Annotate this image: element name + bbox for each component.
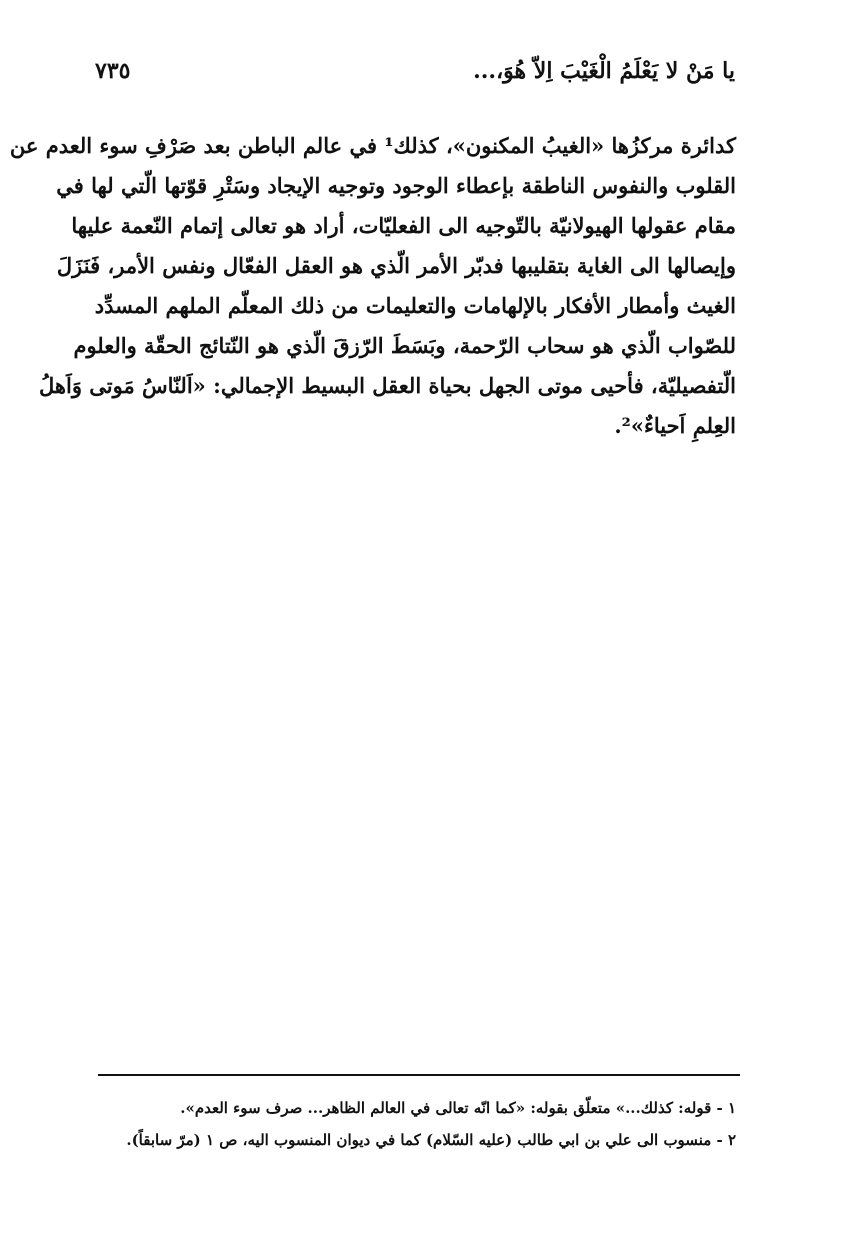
body-text <box>9 126 736 446</box>
running-title: يا مَنْ لا يَعْلَمُ الْغَيْبَ اِلاّ هُوَ،... <box>473 58 735 84</box>
body-line-6: للصّواب الّذي هو سحاب الرّحمة، وبَسَطَ الرّزقَ الّذي هو النّتائج الحقّة والعلوم <box>73 333 736 358</box>
body-line-4: وإيصالها الى الغاية بتقليبها فدبّر الأمر الّذي هو العقل الفعّال ونفس الأمر، فَنَزَلَ <box>56 253 736 278</box>
page-header <box>95 58 735 98</box>
body-line-2: القلوب والنفوس الناطقة بإعطاء الوجود وتوجيه الإيجاد وسَتْرِ قوّتها الّتي لها في <box>56 173 736 198</box>
body-line-8: العِلمِ اَحياءٌ»². <box>614 413 736 438</box>
footnote-1: ١ - قوله: كذلك...» متعلّق بقوله: «كما انّه تعالى في العالم الظاهر... صرف سوء العدم». <box>180 1099 736 1117</box>
body-line-1: كدائرة مركزُها «الغيبُ المكنون»، كذلك¹ في عالم الباطن بعد صَرْفِ سوء العدم عن <box>9 133 736 158</box>
body-line-3: مقام عقولها الهيولانيّة بالتّوجيه الى الفعليّات، أراد هو تعالى إتمام النّعمة عليها <box>71 213 736 238</box>
footnote-2: ٢ - منسوب الى علي بن ابي طالب (عليه السّلام) كما في ديوان المنسوب اليه، ص ١ (مرّ سابقاً). <box>126 1131 736 1149</box>
footnotes <box>98 1092 736 1156</box>
footnote-divider <box>98 1074 740 1076</box>
page-number: ٧٣٥ <box>95 58 131 84</box>
body-line-5: الغيث وأمطار الأفكار بالإلهامات والتعليمات من ذلك المعلّم الملهم المسدِّد <box>94 293 736 318</box>
body-line-7: الّتفصيليّة، فأحيى موتى الجهل بحياة العقل البسيط الإجمالي: «اَلنّاسُ مَوتى وَاَهلُ <box>39 373 736 398</box>
